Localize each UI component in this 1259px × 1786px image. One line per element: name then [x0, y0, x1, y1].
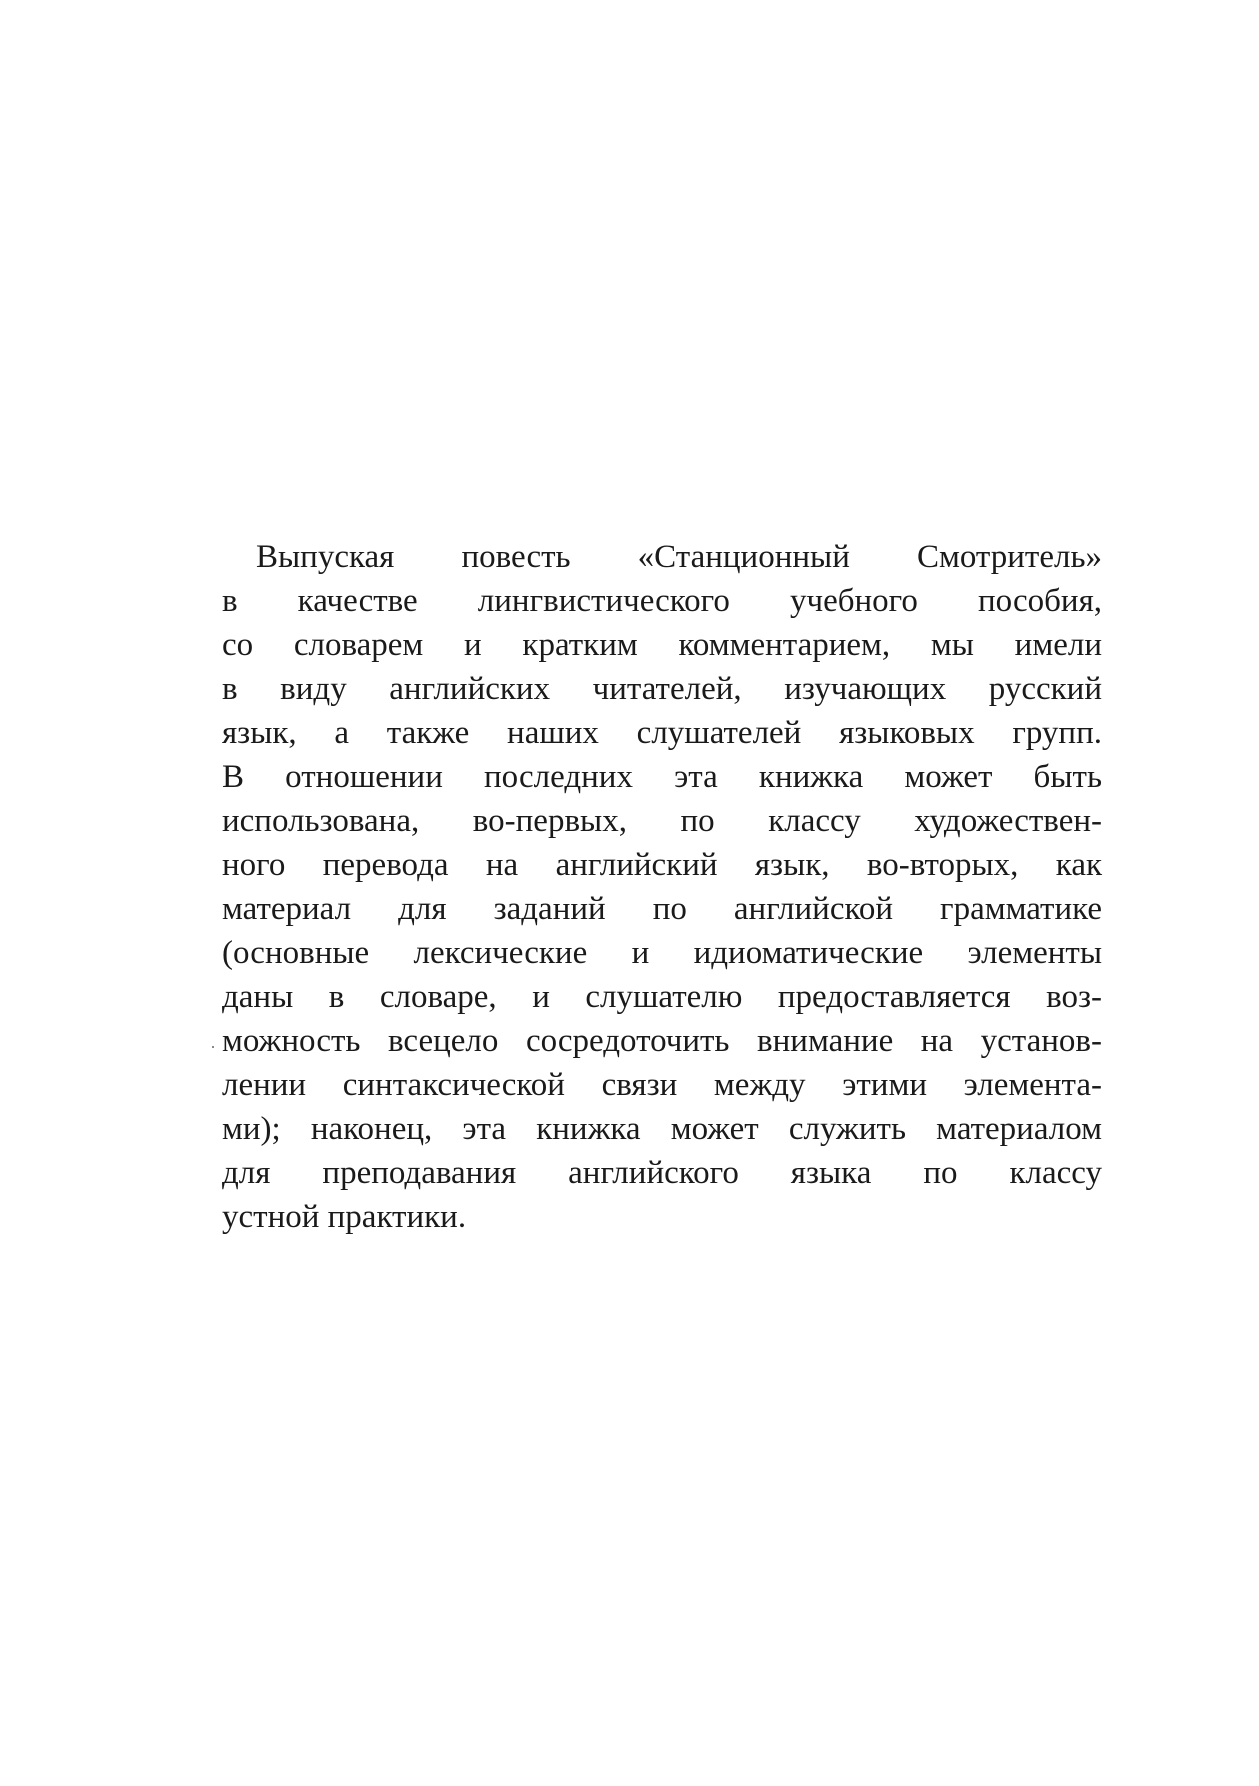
paragraph-line: В отношении последних эта книжка может быть [222, 759, 1102, 795]
paragraph-line: для преподавания английского языка по классу [222, 1155, 1102, 1191]
paragraph-line: в виду английских читателей, изучающих русский [222, 671, 1102, 707]
paragraph-line: ми); наконец, эта книжка может служить материалом [222, 1111, 1102, 1147]
paragraph-line: (основные лексические и идиоматические элементы [222, 935, 1102, 971]
body-paragraph [222, 535, 1102, 1239]
paragraph-line: использована, во-первых, по классу художествен- [222, 803, 1102, 839]
paragraph-line: со словарем и кратким комментарием, мы имели [222, 627, 1102, 663]
paragraph-line: ного перевода на английский язык, во-вторых, как [222, 847, 1102, 883]
paragraph-line: в качестве лингвистического учебного пособия, [222, 583, 1102, 619]
scan-speck [212, 1046, 214, 1048]
paragraph-line: материал для заданий по английской грамматике [222, 891, 1102, 927]
paragraph-line: Выпуская повесть «Станционный Смотритель» [256, 539, 1102, 575]
paragraph-line: язык, а также наших слушателей языковых групп. [222, 715, 1102, 751]
paragraph-line: можность всецело сосредоточить внимание на установ- [222, 1023, 1102, 1059]
paragraph-line: устной практики. [222, 1199, 467, 1235]
paragraph-line: лении синтаксической связи между этими элемента- [222, 1067, 1102, 1103]
paragraph-line: даны в словаре, и слушателю предоставляется воз- [222, 979, 1102, 1015]
